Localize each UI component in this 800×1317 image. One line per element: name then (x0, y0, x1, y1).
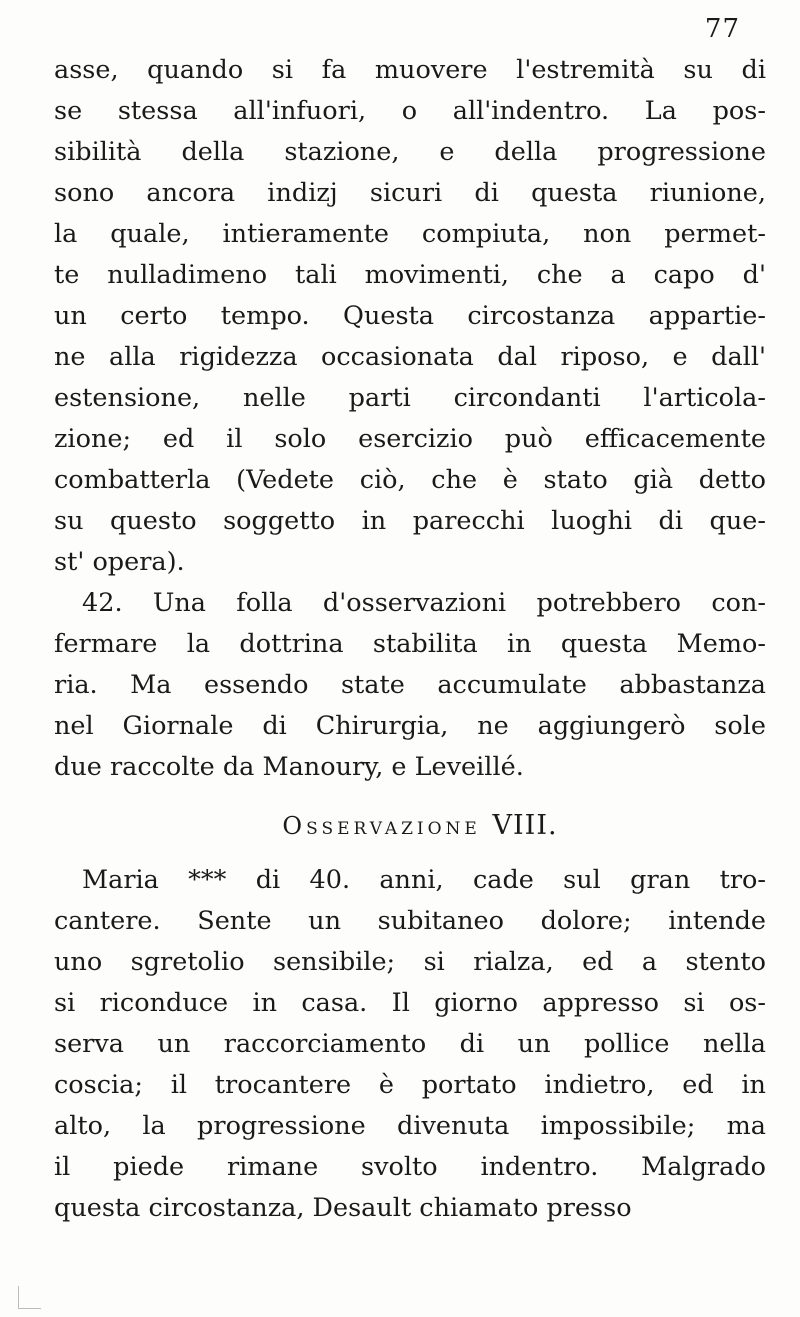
text-line: asse, quando si fa muovere l'estremità su di (54, 55, 766, 85)
text-line: un certo tempo. Questa circostanza appartie- (54, 301, 766, 331)
text-line: questa circostanza, Desault chiamato presso (54, 1193, 632, 1223)
text-line: su questo soggetto in parecchi luoghi di que- (54, 506, 766, 536)
text-line: ria. Ma essendo state accumulate abbastanza (54, 670, 766, 700)
text-line: st' opera). (54, 547, 185, 577)
text-line: estensione, nelle parti circondanti l'articola- (54, 383, 766, 413)
text-line: te nulladimeno tali movimenti, che a capo d' (54, 260, 766, 290)
page-number: 77 (704, 14, 740, 44)
text-line: serva un raccorciamento di un pollice nella (54, 1029, 766, 1059)
text-line: sibilità della stazione, e della progressione (54, 137, 766, 167)
text-line: zione; ed il solo esercizio può efficacemente (54, 424, 766, 454)
text-line: la quale, intieramente compiuta, non permet- (54, 219, 766, 249)
text-line: fermare la dottrina stabilita in questa Memo- (54, 629, 766, 659)
text-line: cantere. Sente un subitaneo dolore; intende (54, 906, 766, 936)
text-line: sono ancora indizj sicuri di questa riunione, (54, 178, 766, 208)
text-line: uno sgretolio sensibile; si rialza, ed a stento (54, 947, 766, 977)
body-text (54, 50, 766, 1229)
text-line: 42. Una folla d'osservazioni potrebbero con- (82, 588, 766, 618)
text-line: alto, la progressione divenuta impossibile; ma (54, 1111, 766, 1141)
text-line: combatterla (Vedete ciò, che è stato già detto (54, 465, 766, 495)
heading-word: Osservazione (282, 812, 481, 840)
text-line: il piede rimane svolto indentro. Malgrado (54, 1152, 766, 1182)
text-line: se stessa all'infuori, o all'indentro. La pos- (54, 96, 766, 126)
heading-roman-numeral: VIII. (492, 810, 558, 841)
text-line: due raccolte da Manoury, e Leveillé. (54, 752, 524, 782)
text-line: nel Giornale di Chirurgia, ne aggiungerò sole (54, 711, 766, 741)
text-line: si riconduce in casa. Il giorno appresso si os- (54, 988, 766, 1018)
page-corner-mark (18, 1286, 41, 1309)
text-line: ne alla rigidezza occasionata dal riposo, e dall' (54, 342, 766, 372)
text-line: coscia; il trocantere è portato indietro, ed in (54, 1070, 766, 1100)
text-line: Maria *** di 40. anni, cade sul gran tro- (82, 865, 766, 895)
section-heading (54, 794, 766, 854)
